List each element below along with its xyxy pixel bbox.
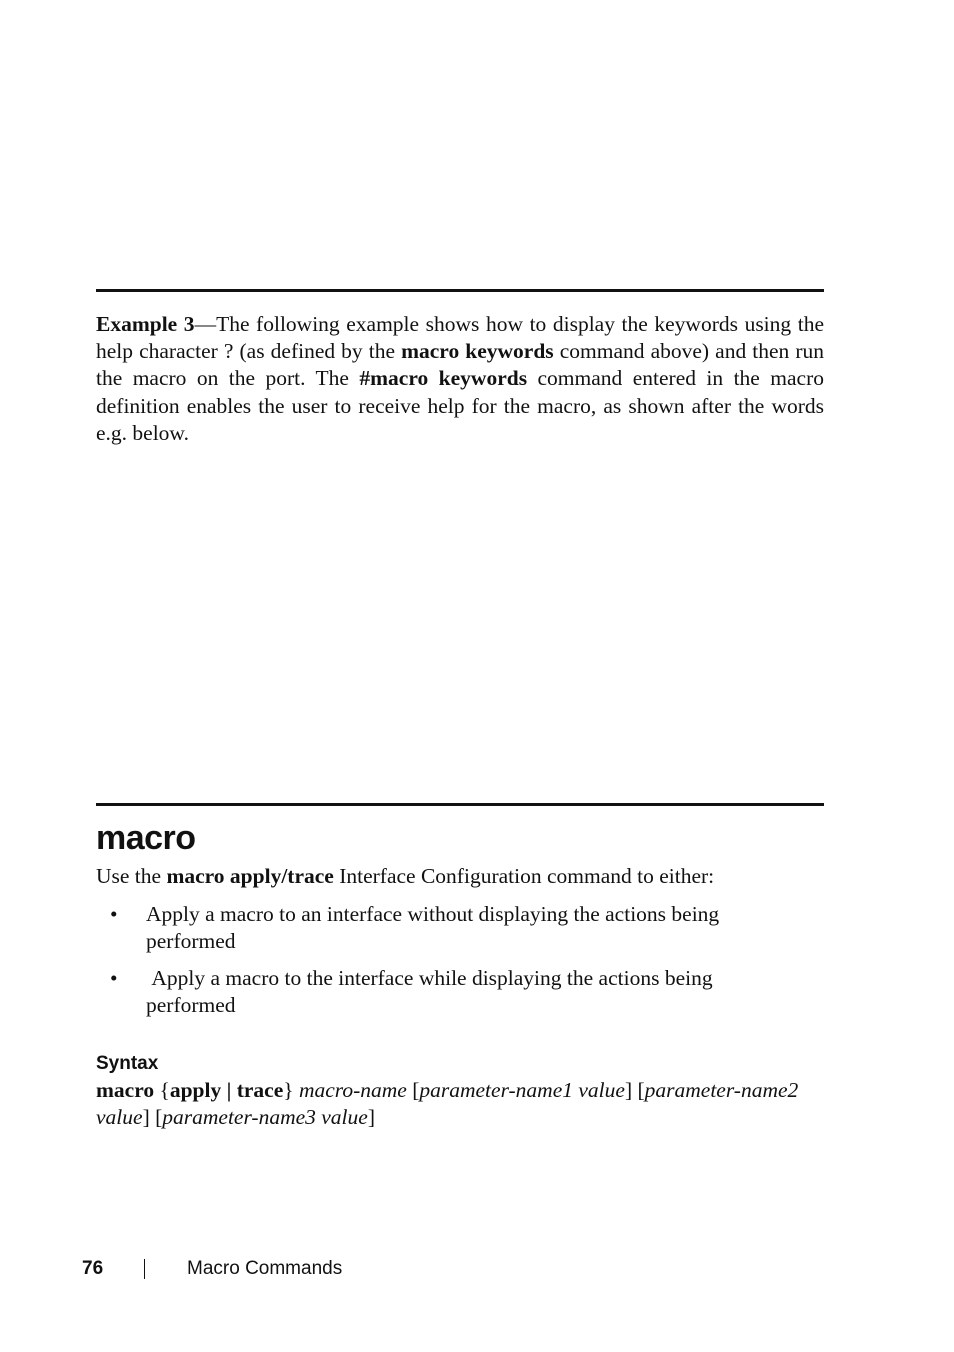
arg-parameter-name2: parameter-name2 value — [96, 1078, 799, 1130]
example3-text-3: command entered in the macro definition enables the user to receive help for the macro, as shown after the words e.g. below. — [96, 366, 824, 445]
example3-label: Example 3 — [96, 312, 195, 336]
bullet-text: Apply a macro to the interface while displaying the actions being performed — [146, 966, 718, 1018]
intro-pre: Use the — [96, 864, 167, 888]
arg-parameter-name1: parameter-name1 value — [419, 1078, 625, 1102]
intro-command: macro apply/trace — [166, 864, 334, 888]
brace-open: { — [154, 1078, 170, 1102]
kw-macro: macro — [96, 1078, 155, 1102]
chapter-title: Macro Commands — [187, 1258, 343, 1279]
bullet-dot: • — [110, 902, 118, 926]
bullet-item-2 — [110, 965, 770, 1019]
example3-text-1: —The following example shows how to display the keywords using the help character ? (as defined by the — [96, 312, 824, 364]
bracket-1-close: ] [ — [624, 1078, 645, 1102]
bracket-1-open: [ — [406, 1078, 420, 1102]
kw-trace: trace — [236, 1078, 284, 1102]
bracket-3-close: ] — [367, 1105, 375, 1130]
footer-separator — [144, 1259, 145, 1279]
bracket-2-close: ] [ — [142, 1105, 163, 1130]
section-title: macro — [96, 819, 196, 857]
example3-text-2: command above) and then run the macro on the port. The — [96, 339, 824, 391]
bullet-item-1 — [110, 901, 770, 955]
brace-close: } — [283, 1078, 299, 1102]
arg-parameter-name3: parameter-name3 value — [162, 1105, 368, 1130]
macro-keywords-ref: macro keywords — [401, 339, 554, 364]
pipe: | — [221, 1078, 237, 1102]
intro-paragraph — [96, 863, 824, 890]
page-number: 76 — [82, 1258, 104, 1279]
kw-apply: apply — [169, 1078, 222, 1102]
section-rule — [96, 803, 824, 806]
syntax-line — [96, 1077, 816, 1131]
bullet-text: Apply a macro to an interface without displaying the actions being performed — [146, 902, 720, 954]
arg-macro-name: macro-name — [298, 1078, 407, 1102]
top-rule — [96, 289, 824, 292]
intro-post: Interface Configuration command to either: — [333, 864, 715, 888]
hash-macro-keywords-ref: #macro keywords — [359, 366, 528, 391]
syntax-heading: Syntax — [96, 1053, 159, 1074]
bullet-dot: • — [110, 966, 118, 990]
example3-paragraph — [96, 311, 824, 447]
